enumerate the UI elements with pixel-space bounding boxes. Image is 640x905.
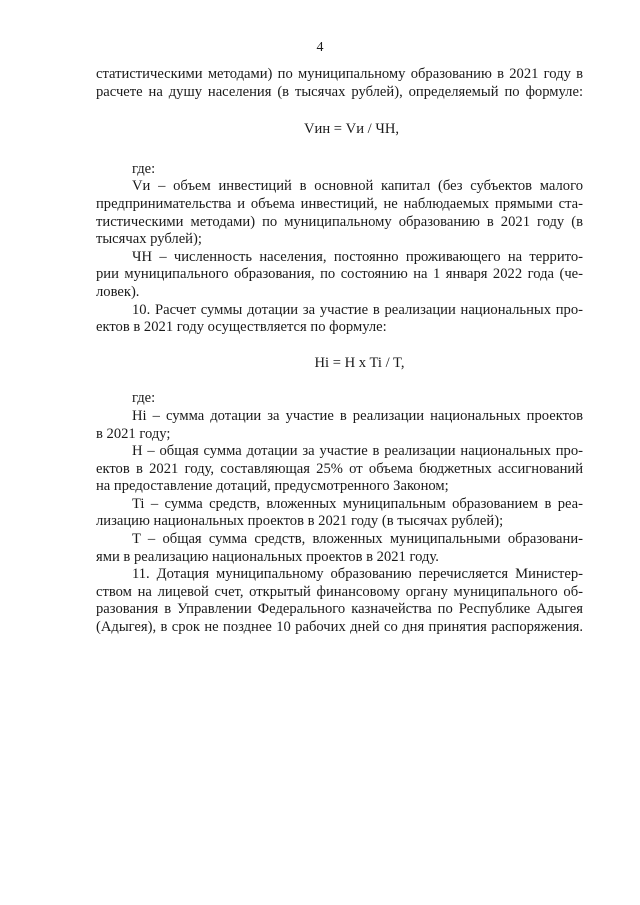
text-line: на предоставление дотаций, предусмотренного Законом; [96,478,449,495]
text-line: расчете на душу населения (в тысячах рублей), определяемый по формуле: [96,83,583,100]
text-line: Vи – объем инвестиций в основной капитал (без субъектов малого [132,178,583,195]
text-line: ловек). [96,283,140,300]
formula-hi: Hi = H x Ti / T, [314,354,405,371]
paragraph-11-line: 11. Дотация муниципальному образованию перечисляется Министер- [132,566,583,583]
where-label: где: [132,160,156,177]
text-line: рии муниципального образования, по состоянию на 1 января 2022 года (че- [96,266,583,283]
text-line: лизацию национальных проектов в 2021 году (в тысячах рублей); [96,513,504,530]
text-line: T – общая сумма средств, вложенных муниципальными образовани- [132,531,583,548]
where-label: где: [132,390,156,407]
text-line: Hi – сумма дотации за участие в реализации национальных проектов [132,407,583,424]
text-line: H – общая сумма дотации за участие в реализации национальных про- [132,443,583,460]
paragraph-11-line: (Адыгея), в срок не позднее 10 рабочих дней со дня принятия распоряжения. [96,619,583,636]
text-line: тысячах рублей); [96,231,202,248]
text-line: Ti – сумма средств, вложенных муниципальным образованием в реа- [132,495,583,512]
paragraph-10-line: ектов в 2021 году осуществляется по формуле: [96,319,387,336]
page-number: 4 [316,40,324,55]
text-line: ектов в 2021 году, составляющая 25% от объема бюджетных ассигнований [96,460,583,477]
paragraph-11-line: ством на лицевой счет, открытый финансовому органу муниципального об- [96,583,583,600]
text-line: ЧН – численность населения, постоянно проживающего на террито- [132,248,583,265]
paragraph-10-line: 10. Расчет суммы дотации за участие в реализации национальных про- [132,301,583,318]
text-line: тистическими методами) по муниципальному образованию в 2021 году (в [96,213,583,230]
document-body [96,66,583,637]
text-line: в 2021 году; [96,425,171,442]
text-line: предпринимательства и объема инвестиций, не наблюдаемых прямыми ста- [96,195,583,212]
text-line: статистическими методами) по муниципальному образованию в 2021 году в [96,66,583,82]
paragraph-11-line: разования в Управлении Федерального казначейства по Республике Адыгея [96,601,583,618]
formula-vin: Vин = Vи / ЧН, [303,121,400,138]
text-line: ями в реализацию национальных проектов в 2021 году. [96,548,439,565]
